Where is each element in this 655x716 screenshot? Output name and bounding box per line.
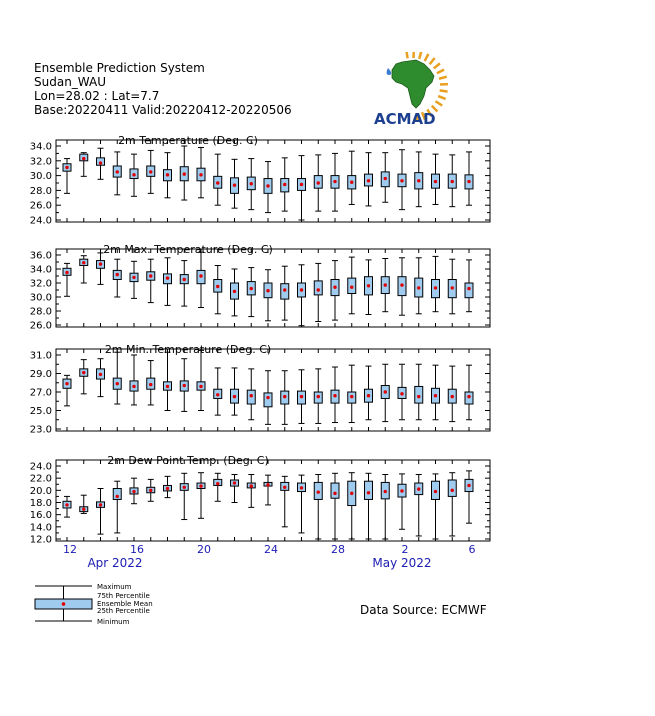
mean-dot [400, 392, 403, 395]
header-validity: Base:20220411 Valid:20220412-20220506 [34, 103, 292, 117]
mean-dot [233, 395, 236, 398]
box-2022-04-13 [80, 153, 88, 177]
mean-dot [250, 287, 253, 290]
box-2022-04-14 [97, 253, 105, 285]
mean-dot [434, 180, 437, 183]
box-2022-05-05 [448, 366, 456, 422]
box-2022-04-26 [298, 370, 306, 424]
mean-dot [149, 170, 152, 173]
box-2022-04-24 [264, 475, 272, 505]
mean-dot [99, 503, 102, 506]
box-2022-04-29 [348, 257, 356, 314]
mean-dot [400, 179, 403, 182]
y-tick-label: 30.0 [29, 171, 52, 183]
y-tick-label: 27.0 [29, 387, 52, 399]
y-tick-label: 34.0 [29, 141, 52, 153]
box-2022-04-13 [80, 360, 88, 394]
box-2022-04-19 [180, 359, 188, 412]
box-2022-04-16 [130, 355, 138, 405]
mean-dot [250, 394, 253, 397]
mean-dot [451, 489, 454, 492]
box-2022-04-19 [180, 146, 188, 200]
box-2022-04-22 [231, 368, 239, 415]
box-2022-04-22 [231, 269, 239, 316]
box-2022-04-14 [97, 359, 105, 397]
y-tick-label: 20.0 [29, 485, 52, 497]
panel-title: 2m Max. Temperature (Deg. C) [103, 243, 273, 256]
y-tick-label: 31.0 [29, 350, 52, 362]
mean-dot [417, 286, 420, 289]
panel-frame [56, 349, 490, 431]
box-2022-04-20 [197, 147, 205, 197]
mean-dot [82, 507, 85, 510]
mean-dot [216, 285, 219, 288]
mean-dot [333, 286, 336, 289]
mean-dot [233, 184, 236, 187]
mean-dot [317, 288, 320, 291]
y-tick-label: 24.0 [29, 461, 52, 473]
data-source-label: Data Source: ECMWF [360, 603, 487, 617]
mean-dot [283, 183, 286, 186]
box-2022-04-13 [80, 495, 88, 513]
box-2022-04-23 [247, 268, 255, 317]
box-2022-04-17 [147, 259, 155, 302]
x-day-label: 6 [468, 543, 476, 556]
box-2022-04-20 [197, 252, 205, 307]
legend-p75-label: 75th Percentile [97, 592, 150, 600]
mean-dot [99, 262, 102, 265]
mean-dot [384, 490, 387, 493]
mean-dot [99, 161, 102, 164]
box-2022-04-14 [97, 489, 105, 535]
box-2022-04-26 [298, 475, 306, 533]
box-2022-04-18 [164, 153, 172, 198]
box-2022-04-25 [281, 158, 289, 211]
box-2022-04-30 [365, 153, 373, 206]
box-2022-05-02 [398, 150, 406, 210]
mean-dot [300, 486, 303, 489]
mean-dot [166, 385, 169, 388]
mean-dot [350, 492, 353, 495]
mean-dot [149, 383, 152, 386]
mean-dot [400, 283, 403, 286]
mean-dot [166, 276, 169, 279]
mean-dot [367, 394, 370, 397]
mean-dot [199, 484, 202, 487]
header-coordinates: Lon=28.02 : Lat=7.7 [34, 89, 160, 103]
y-tick-label: 24.0 [29, 215, 52, 227]
iqr-box [365, 481, 373, 499]
mean-dot [417, 395, 420, 398]
mean-dot [434, 286, 437, 289]
mean-dot [451, 395, 454, 398]
y-tick-label: 12.0 [29, 534, 52, 546]
y-tick-label: 14.0 [29, 522, 52, 534]
mean-dot [149, 274, 152, 277]
mean-dot [300, 395, 303, 398]
y-tick-label: 28.0 [29, 185, 52, 197]
panel-title: 2m Dew Point Temp. (Deg. C) [107, 454, 269, 467]
mean-dot [333, 394, 336, 397]
box-2022-04-15 [113, 352, 121, 404]
box-2022-04-27 [314, 155, 322, 211]
mean-dot [266, 483, 269, 486]
x-day-label: 24 [264, 543, 278, 556]
box-2022-05-02 [398, 474, 406, 529]
mean-dot [132, 276, 135, 279]
mean-dot [317, 490, 320, 493]
box-2022-04-30 [365, 366, 373, 420]
mean-dot [283, 288, 286, 291]
mean-dot [266, 396, 269, 399]
box-2022-04-21 [214, 154, 222, 205]
x-month-label-may: May 2022 [372, 556, 432, 570]
box-2022-05-06 [465, 152, 473, 205]
box-2022-04-30 [365, 260, 373, 315]
mean-dot [384, 390, 387, 393]
box-2022-05-04 [432, 365, 440, 420]
y-tick-label: 26.0 [29, 320, 52, 332]
mean-dot [417, 487, 420, 490]
box-2022-05-03 [415, 258, 423, 314]
iqr-box [448, 480, 456, 496]
mean-dot [434, 490, 437, 493]
iqr-box [415, 386, 423, 403]
mean-dot [467, 395, 470, 398]
box-2022-04-16 [130, 154, 138, 196]
mean-dot [283, 395, 286, 398]
box-2022-04-17 [147, 150, 155, 193]
mean-dot [451, 180, 454, 183]
box-2022-04-26 [298, 156, 306, 220]
mean-dot [266, 184, 269, 187]
box-2022-04-21 [214, 266, 222, 314]
header-title: Ensemble Prediction System [34, 61, 205, 75]
mean-dot [384, 177, 387, 180]
box-2022-04-12 [63, 159, 71, 194]
mean-dot [451, 286, 454, 289]
y-tick-label: 29.0 [29, 369, 52, 380]
y-tick-label: 16.0 [29, 510, 52, 522]
box-2022-04-26 [298, 265, 306, 326]
iqr-box [264, 393, 272, 407]
mean-dot [467, 180, 470, 183]
box-2022-04-15 [113, 259, 121, 297]
mean-dot [467, 484, 470, 487]
panel-title: 2m Temperature (Deg. C) [118, 134, 258, 147]
mean-dot [82, 371, 85, 374]
mean-dot [199, 173, 202, 176]
y-tick-label: 30.0 [29, 292, 52, 304]
iqr-box [465, 283, 473, 298]
mean-dot [116, 170, 119, 173]
mean-dot [216, 181, 219, 184]
box-2022-04-12 [63, 375, 71, 406]
mean-dot [333, 180, 336, 183]
box-2022-05-06 [465, 260, 473, 312]
mean-dot [350, 286, 353, 289]
box-2022-05-03 [415, 364, 423, 420]
box-2022-04-17 [147, 361, 155, 405]
box-2022-04-24 [264, 270, 272, 321]
box-2022-04-24 [264, 162, 272, 213]
box-2022-05-06 [465, 471, 473, 523]
box-2022-05-02 [398, 258, 406, 315]
box-2022-04-22 [231, 159, 239, 208]
legend-mean-label: Ensemble Mean [97, 600, 153, 608]
box-2022-04-23 [247, 475, 255, 508]
box-2022-04-27 [314, 263, 322, 321]
box-2022-04-17 [147, 479, 155, 501]
y-tick-label: 36.0 [29, 250, 52, 262]
acmad-logo-text: ACMAD [374, 110, 436, 128]
legend-min-label: Minimum [97, 618, 130, 626]
y-tick-label: 18.0 [29, 498, 52, 509]
mean-dot [233, 481, 236, 484]
box-2022-04-25 [281, 476, 289, 526]
mean-dot [183, 278, 186, 281]
box-2022-04-22 [231, 475, 239, 503]
box-2022-04-16 [130, 261, 138, 298]
mean-dot [384, 283, 387, 286]
mean-dot [82, 157, 85, 160]
mean-dot [400, 489, 403, 492]
box-2022-04-25 [281, 371, 289, 425]
box-2022-04-20 [197, 350, 205, 410]
y-tick-label: 22.0 [29, 473, 52, 485]
header-location: Sudan_WAU [34, 75, 106, 89]
iqr-box [314, 281, 322, 295]
mean-dot [300, 183, 303, 186]
mean-dot [183, 172, 186, 175]
mean-dot [266, 289, 269, 292]
box-2022-04-20 [197, 473, 205, 519]
chart-panel-1 [30, 134, 490, 227]
mean-dot [333, 492, 336, 495]
box-2022-05-05 [448, 473, 456, 536]
mean-dot [149, 489, 152, 492]
mean-dot [99, 373, 102, 376]
x-day-label: 28 [331, 543, 345, 556]
legend-symbol [35, 586, 92, 621]
box-2022-04-19 [180, 473, 188, 519]
box-2022-04-13 [80, 256, 88, 283]
panel-frame [56, 140, 490, 222]
box-2022-04-29 [348, 151, 356, 204]
y-tick-label: 32.0 [29, 278, 52, 290]
mean-dot [199, 385, 202, 388]
mean-dot [233, 290, 236, 293]
box-2022-05-06 [465, 365, 473, 420]
mean-dot [434, 394, 437, 397]
y-tick-label: 28.0 [29, 306, 52, 318]
mean-dot [65, 382, 68, 385]
box-2022-04-12 [63, 496, 71, 517]
x-day-label: 12 [63, 543, 77, 556]
mean-dot [467, 287, 470, 290]
box-2022-04-21 [214, 368, 222, 415]
box-2022-04-15 [113, 481, 121, 533]
box-2022-05-04 [432, 154, 440, 204]
mean-dot [132, 490, 135, 493]
mean-dot [417, 179, 420, 182]
panel-frame [56, 249, 490, 327]
mean-dot [82, 261, 85, 264]
box-2022-04-28 [331, 153, 339, 211]
y-tick-label: 34.0 [29, 264, 52, 276]
mean-dot [367, 491, 370, 494]
box-2022-05-05 [448, 155, 456, 207]
box-2022-04-18 [164, 258, 172, 306]
box-2022-04-23 [247, 369, 255, 420]
box-2022-04-18 [164, 476, 172, 497]
box-2022-04-21 [214, 473, 222, 501]
mean-dot [317, 181, 320, 184]
box-2022-04-18 [164, 352, 172, 410]
mean-dot [300, 288, 303, 291]
y-tick-label: 25.0 [29, 406, 52, 417]
box-2022-04-29 [348, 365, 356, 422]
box-2022-04-28 [331, 367, 339, 423]
chart-panel-3 [30, 343, 490, 436]
mean-dot [116, 382, 119, 385]
x-day-label: 16 [130, 543, 144, 556]
y-tick-label: 26.0 [29, 200, 52, 212]
y-tick-label: 32.0 [29, 156, 52, 168]
mean-dot [183, 384, 186, 387]
mean-dot [216, 482, 219, 485]
box-2022-04-28 [331, 473, 339, 539]
box-2022-05-01 [381, 364, 389, 421]
mean-dot [132, 173, 135, 176]
box-2022-04-25 [281, 266, 289, 320]
panel-frame [56, 460, 490, 541]
box-2022-05-02 [398, 364, 406, 420]
chart-panel-2 [30, 243, 490, 332]
mean-dot [317, 395, 320, 398]
box-2022-05-01 [381, 153, 389, 203]
mean-dot [350, 395, 353, 398]
box-2022-04-24 [264, 371, 272, 425]
mean-dot [283, 486, 286, 489]
mean-dot [350, 181, 353, 184]
mean-dot [166, 487, 169, 490]
legend-p25-label: 25th Percentile [97, 607, 150, 615]
box-2022-04-27 [314, 369, 322, 424]
iqr-box [331, 483, 339, 498]
box-2022-04-14 [97, 148, 105, 179]
legend-max-label: Maximum [97, 583, 132, 591]
box-2022-05-01 [381, 475, 389, 539]
box-2022-04-30 [365, 473, 373, 539]
mean-dot [166, 173, 169, 176]
box-2022-04-19 [180, 261, 188, 307]
box-2022-04-15 [113, 152, 121, 195]
box-2022-04-23 [247, 159, 255, 210]
box-2022-05-05 [448, 259, 456, 314]
panel-title: 2m Min. Temperature (Deg. C) [104, 343, 272, 356]
box-2022-05-04 [432, 474, 440, 539]
box-2022-04-16 [130, 478, 138, 504]
box-2022-04-29 [348, 473, 356, 539]
box-2022-05-03 [415, 475, 423, 536]
box-2022-05-01 [381, 259, 389, 312]
mean-dot [183, 486, 186, 489]
mean-dot [65, 166, 68, 169]
mean-dot [116, 273, 119, 276]
mean-dot [65, 271, 68, 274]
chart-panel-4 [30, 454, 490, 546]
mean-dot [367, 179, 370, 182]
mean-dot [367, 284, 370, 287]
box-2022-04-27 [314, 475, 322, 539]
x-month-label-apr: Apr 2022 [87, 556, 143, 570]
y-tick-label: 23.0 [29, 424, 52, 436]
mean-dot [132, 385, 135, 388]
mean-dot [250, 484, 253, 487]
mean-dot [116, 495, 119, 498]
box-2022-05-03 [415, 152, 423, 207]
mean-dot [65, 503, 68, 506]
box-2022-04-28 [331, 261, 339, 321]
mean-dot [250, 182, 253, 185]
box-2022-04-12 [63, 263, 71, 296]
mean-dot [199, 274, 202, 277]
x-day-label: 2 [401, 543, 409, 556]
box-2022-05-04 [432, 256, 440, 311]
mean-dot [216, 393, 219, 396]
x-day-label: 20 [197, 543, 211, 556]
